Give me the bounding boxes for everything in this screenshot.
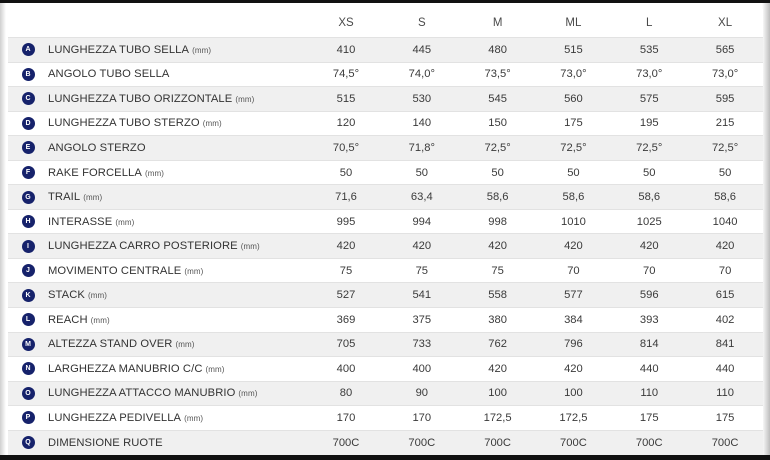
left-shadow (0, 3, 6, 455)
value-cell: 558 (460, 283, 536, 308)
table-row (8, 234, 763, 259)
value-cell: 420 (687, 234, 763, 259)
value-cell: 545 (460, 87, 536, 112)
value-cell: 577 (536, 283, 612, 308)
measure-label: REACH (48, 313, 88, 326)
measure-label: ANGOLO STERZO (48, 141, 146, 154)
table-row (8, 332, 763, 357)
header-spacer (38, 9, 308, 38)
value-cell: 380 (460, 308, 536, 333)
value-cell: 50 (308, 160, 384, 185)
value-cell: 175 (687, 406, 763, 431)
measure-label: DIMENSIONE RUOTE (48, 436, 163, 449)
value-cell: 560 (536, 87, 612, 112)
value-cell: 420 (460, 234, 536, 259)
measure-letter-badge: O (22, 387, 35, 400)
value-cell: 384 (536, 308, 612, 333)
measure-unit: (mm) (90, 315, 110, 325)
badge-cell (8, 136, 38, 161)
value-cell: 172,5 (460, 406, 536, 431)
measure-unit: (mm) (115, 217, 135, 227)
value-cell: 420 (536, 357, 612, 382)
value-cell: 480 (460, 38, 536, 63)
table-row (8, 38, 763, 63)
measure-unit: (mm) (240, 242, 260, 252)
value-cell: 71,8° (384, 136, 460, 161)
value-cell: 402 (687, 308, 763, 333)
measure-letter-badge: B (22, 68, 35, 81)
value-cell: 1025 (611, 209, 687, 234)
measure-label-cell (38, 332, 308, 357)
badge-cell (8, 430, 38, 455)
value-cell: 515 (308, 87, 384, 112)
value-cell: 541 (384, 283, 460, 308)
value-cell: 175 (536, 111, 612, 136)
table-row (8, 87, 763, 112)
value-cell: 530 (384, 87, 460, 112)
measure-label: RAKE FORCELLA (48, 166, 142, 179)
measure-label: INTERASSE (48, 215, 113, 228)
size-header-row (8, 9, 763, 38)
value-cell: 58,6 (460, 185, 536, 210)
measure-unit: (mm) (192, 45, 212, 55)
measure-label: STACK (48, 289, 85, 302)
value-cell: 565 (687, 38, 763, 63)
table-row (8, 357, 763, 382)
measure-label: LUNGHEZZA PEDIVELLA (48, 411, 182, 424)
value-cell: 420 (536, 234, 612, 259)
measure-unit: (mm) (235, 94, 255, 104)
value-cell: 998 (460, 209, 536, 234)
value-cell: 700C (460, 430, 536, 455)
value-cell: 72,5° (460, 136, 536, 161)
measure-letter-badge: F (22, 166, 35, 179)
value-cell: 527 (308, 283, 384, 308)
value-cell: 58,6 (536, 185, 612, 210)
measure-label-cell (38, 308, 308, 333)
value-cell: 700C (536, 430, 612, 455)
value-cell: 120 (308, 111, 384, 136)
table-row (8, 406, 763, 431)
value-cell: 445 (384, 38, 460, 63)
table-row (8, 381, 763, 406)
measure-label: ALTEZZA STAND OVER (48, 338, 173, 351)
value-cell: 440 (687, 357, 763, 382)
value-cell: 615 (687, 283, 763, 308)
value-cell: 1040 (687, 209, 763, 234)
badge-cell (8, 332, 38, 357)
geometry-rows (8, 38, 763, 455)
measure-letter-badge: N (22, 362, 35, 375)
measure-label: LUNGHEZZA CARRO POSTERIORE (48, 240, 238, 253)
value-cell: 50 (384, 160, 460, 185)
value-cell: 73,0° (611, 62, 687, 87)
value-cell: 50 (611, 160, 687, 185)
value-cell: 400 (308, 357, 384, 382)
value-cell: 595 (687, 87, 763, 112)
value-cell: 841 (687, 332, 763, 357)
measure-label-cell (38, 111, 308, 136)
badge-cell (8, 308, 38, 333)
value-cell: 70 (611, 258, 687, 283)
value-cell: 71,6 (308, 185, 384, 210)
value-cell: 72,5° (536, 136, 612, 161)
value-cell: 700C (308, 430, 384, 455)
measure-label-cell (38, 136, 308, 161)
size-header-m: M (460, 9, 536, 38)
measure-letter-badge: A (22, 43, 35, 56)
badge-cell (8, 209, 38, 234)
value-cell: 70 (687, 258, 763, 283)
value-cell: 762 (460, 332, 536, 357)
top-edge (0, 0, 770, 3)
measure-label-cell (38, 38, 308, 63)
size-header-xs: XS (308, 9, 384, 38)
measure-letter-badge: G (22, 191, 35, 204)
measure-label: LUNGHEZZA TUBO STERZO (48, 117, 200, 130)
measure-label-cell (38, 234, 308, 259)
value-cell: 90 (384, 381, 460, 406)
measure-label-cell (38, 283, 308, 308)
value-cell: 400 (384, 357, 460, 382)
measure-unit: (mm) (83, 193, 103, 203)
value-cell: 410 (308, 38, 384, 63)
value-cell: 420 (308, 234, 384, 259)
bottom-edge (0, 455, 770, 460)
measure-label-cell (38, 87, 308, 112)
value-cell: 440 (611, 357, 687, 382)
value-cell: 50 (460, 160, 536, 185)
value-cell: 73,0° (687, 62, 763, 87)
value-cell: 369 (308, 308, 384, 333)
value-cell: 195 (611, 111, 687, 136)
value-cell: 73,5° (460, 62, 536, 87)
header-spacer (8, 9, 38, 38)
value-cell: 110 (611, 381, 687, 406)
badge-cell (8, 283, 38, 308)
measure-label-cell (38, 209, 308, 234)
measure-unit: (mm) (184, 413, 204, 423)
measure-letter-badge: H (22, 215, 35, 228)
value-cell: 575 (611, 87, 687, 112)
table-row (8, 160, 763, 185)
measure-unit: (mm) (175, 340, 195, 350)
measure-unit: (mm) (238, 389, 258, 399)
badge-cell (8, 234, 38, 259)
value-cell: 535 (611, 38, 687, 63)
table-row (8, 430, 763, 455)
value-cell: 420 (460, 357, 536, 382)
measure-letter-badge: D (22, 117, 35, 130)
badge-cell (8, 381, 38, 406)
size-header-l: L (611, 9, 687, 38)
measure-label: TRAIL (48, 191, 81, 204)
measure-label-cell (38, 381, 308, 406)
measure-letter-badge: C (22, 92, 35, 105)
badge-cell (8, 185, 38, 210)
measure-unit: (mm) (144, 168, 164, 178)
measure-label-cell (38, 62, 308, 87)
badge-cell (8, 62, 38, 87)
measure-label: LUNGHEZZA ATTACCO MANUBRIO (48, 387, 236, 400)
measure-label-cell (38, 357, 308, 382)
measure-label: MOVIMENTO CENTRALE (48, 264, 182, 277)
measure-unit: (mm) (87, 291, 108, 301)
table-row (8, 185, 763, 210)
value-cell: 100 (460, 381, 536, 406)
value-cell: 75 (308, 258, 384, 283)
value-cell: 596 (611, 283, 687, 308)
value-cell: 110 (687, 381, 763, 406)
value-cell: 58,6 (611, 185, 687, 210)
value-cell: 58,6 (687, 185, 763, 210)
value-cell: 420 (611, 234, 687, 259)
table-row (8, 111, 763, 136)
table-row (8, 62, 763, 87)
right-shadow (762, 3, 770, 455)
geometry-table (8, 9, 763, 455)
value-cell: 63,4 (384, 185, 460, 210)
value-cell: 705 (308, 332, 384, 357)
badge-cell (8, 406, 38, 431)
value-cell: 100 (536, 381, 612, 406)
measure-label-cell (38, 430, 308, 455)
measure-unit: (mm) (202, 119, 222, 129)
value-cell: 74,5° (308, 62, 384, 87)
measure-label: LARGHEZZA MANUBRIO C/C (48, 362, 203, 375)
badge-cell (8, 357, 38, 382)
measure-label: LUNGHEZZA TUBO SELLA (48, 43, 190, 56)
value-cell: 796 (536, 332, 612, 357)
measure-label: ANGOLO TUBO SELLA (48, 68, 170, 81)
value-cell: 70,5° (308, 136, 384, 161)
measure-label-cell (38, 185, 308, 210)
value-cell: 170 (384, 406, 460, 431)
measure-letter-badge: E (22, 141, 35, 154)
value-cell: 150 (460, 111, 536, 136)
value-cell: 70 (536, 258, 612, 283)
value-cell: 50 (536, 160, 612, 185)
value-cell: 995 (308, 209, 384, 234)
value-cell: 175 (611, 406, 687, 431)
size-header-ml: ML (536, 9, 612, 38)
measure-label-cell (38, 160, 308, 185)
table-row (8, 283, 763, 308)
table-row (8, 308, 763, 333)
value-cell: 50 (687, 160, 763, 185)
value-cell: 73,0° (536, 62, 612, 87)
value-cell: 420 (384, 234, 460, 259)
measure-label-cell (38, 258, 308, 283)
value-cell: 75 (384, 258, 460, 283)
value-cell: 515 (536, 38, 612, 63)
value-cell: 80 (308, 381, 384, 406)
value-cell: 72,5° (611, 136, 687, 161)
size-header-s: S (384, 9, 460, 38)
value-cell: 72,5° (687, 136, 763, 161)
badge-cell (8, 258, 38, 283)
measure-letter-badge: K (22, 289, 35, 302)
badge-cell (8, 111, 38, 136)
measure-letter-badge: J (22, 264, 35, 277)
value-cell: 994 (384, 209, 460, 234)
value-cell: 700C (611, 430, 687, 455)
table-row (8, 209, 763, 234)
measure-label-cell (38, 406, 308, 431)
value-cell: 215 (687, 111, 763, 136)
measure-letter-badge: Q (22, 436, 35, 449)
value-cell: 172,5 (536, 406, 612, 431)
measure-unit: (mm) (184, 266, 204, 276)
measure-letter-badge: M (22, 338, 35, 351)
measure-letter-badge: P (22, 411, 35, 424)
badge-cell (8, 160, 38, 185)
size-header-xl: XL (687, 9, 763, 38)
badge-cell (8, 87, 38, 112)
value-cell: 375 (384, 308, 460, 333)
table-row (8, 136, 763, 161)
measure-unit: (mm) (205, 364, 225, 374)
value-cell: 170 (308, 406, 384, 431)
measure-letter-badge: I (22, 240, 35, 253)
value-cell: 700C (384, 430, 460, 455)
measure-label: LUNGHEZZA TUBO ORIZZONTALE (48, 92, 233, 105)
value-cell: 75 (460, 258, 536, 283)
value-cell: 1010 (536, 209, 612, 234)
value-cell: 733 (384, 332, 460, 357)
badge-cell (8, 38, 38, 63)
value-cell: 393 (611, 308, 687, 333)
table-row (8, 258, 763, 283)
value-cell: 74,0° (384, 62, 460, 87)
measure-letter-badge: L (22, 313, 35, 326)
value-cell: 140 (384, 111, 460, 136)
value-cell: 700C (687, 430, 763, 455)
value-cell: 814 (611, 332, 687, 357)
